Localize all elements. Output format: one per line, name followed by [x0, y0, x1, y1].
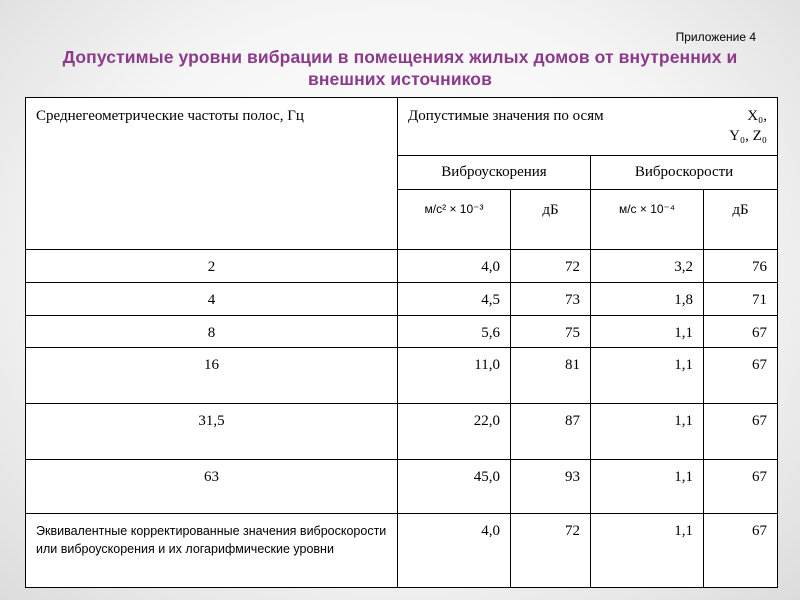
cell-acceleration: 11,0 [398, 348, 511, 404]
unit-velocity-db: дБ [704, 190, 778, 250]
unit-acceleration: м/с² × 10⁻³ [398, 190, 511, 250]
cell-acceleration-db: 93 [511, 460, 591, 514]
header-axes-text: Допустимые значения по осям [408, 108, 604, 124]
table-row [26, 316, 778, 348]
cell-velocity-db: 67 [704, 404, 778, 460]
cell-acceleration-db: 72 [511, 250, 591, 283]
cell-velocity: 1,1 [591, 316, 704, 348]
cell-acceleration-db: 73 [511, 283, 591, 316]
cell-velocity-db: 76 [704, 250, 778, 283]
cell-frequency: 8 [26, 316, 398, 348]
cell-acceleration-db: 72 [511, 514, 591, 588]
cell-equivalent-label: Эквивалентные корректированные значения виброскорости или виброускорения и их логарифмические уровни [26, 514, 398, 588]
cell-acceleration: 4,0 [398, 250, 511, 283]
table-row [26, 250, 778, 283]
cell-velocity-db: 67 [704, 316, 778, 348]
header-allowed-values [398, 98, 778, 156]
cell-velocity: 1,1 [591, 514, 704, 588]
unit-acceleration-db: дБ [511, 190, 591, 250]
cell-velocity-db: 67 [704, 460, 778, 514]
cell-acceleration: 4,0 [398, 514, 511, 588]
appendix-label: Приложение 4 [675, 30, 756, 44]
cell-acceleration: 5,6 [398, 316, 511, 348]
cell-frequency: 16 [26, 348, 398, 404]
cell-acceleration: 45,0 [398, 460, 511, 514]
header-acceleration: Виброускорения [398, 156, 591, 190]
table-row [26, 283, 778, 316]
cell-velocity-db: 67 [704, 514, 778, 588]
page-title: Допустимые уровни вибрации в помещениях жилых домов от внутренних и внешних источников [62, 47, 738, 89]
unit-velocity: м/с × 10⁻⁴ [591, 190, 704, 250]
header-axis-x: X₀, [747, 108, 768, 124]
cell-velocity: 1,1 [591, 404, 704, 460]
table-row [26, 404, 778, 460]
cell-frequency: 63 [26, 460, 398, 514]
header-axes-yz: Y₀, Z₀ [729, 128, 768, 144]
vibration-table [25, 97, 778, 588]
cell-velocity: 3,2 [591, 250, 704, 283]
header-frequency: Среднегеометрические частоты полос, Гц [26, 98, 398, 250]
cell-velocity: 1,1 [591, 460, 704, 514]
cell-acceleration: 4,5 [398, 283, 511, 316]
cell-acceleration-db: 87 [511, 404, 591, 460]
table-row [26, 460, 778, 514]
cell-velocity-db: 71 [704, 283, 778, 316]
cell-acceleration-db: 81 [511, 348, 591, 404]
cell-acceleration-db: 75 [511, 316, 591, 348]
header-velocity: Виброскорости [591, 156, 778, 190]
cell-velocity: 1,1 [591, 348, 704, 404]
cell-acceleration: 22,0 [398, 404, 511, 460]
table-row [26, 348, 778, 404]
cell-frequency: 2 [26, 250, 398, 283]
cell-frequency: 31,5 [26, 404, 398, 460]
cell-frequency: 4 [26, 283, 398, 316]
table-row-equivalent [26, 514, 778, 588]
cell-velocity-db: 67 [704, 348, 778, 404]
cell-velocity: 1,8 [591, 283, 704, 316]
